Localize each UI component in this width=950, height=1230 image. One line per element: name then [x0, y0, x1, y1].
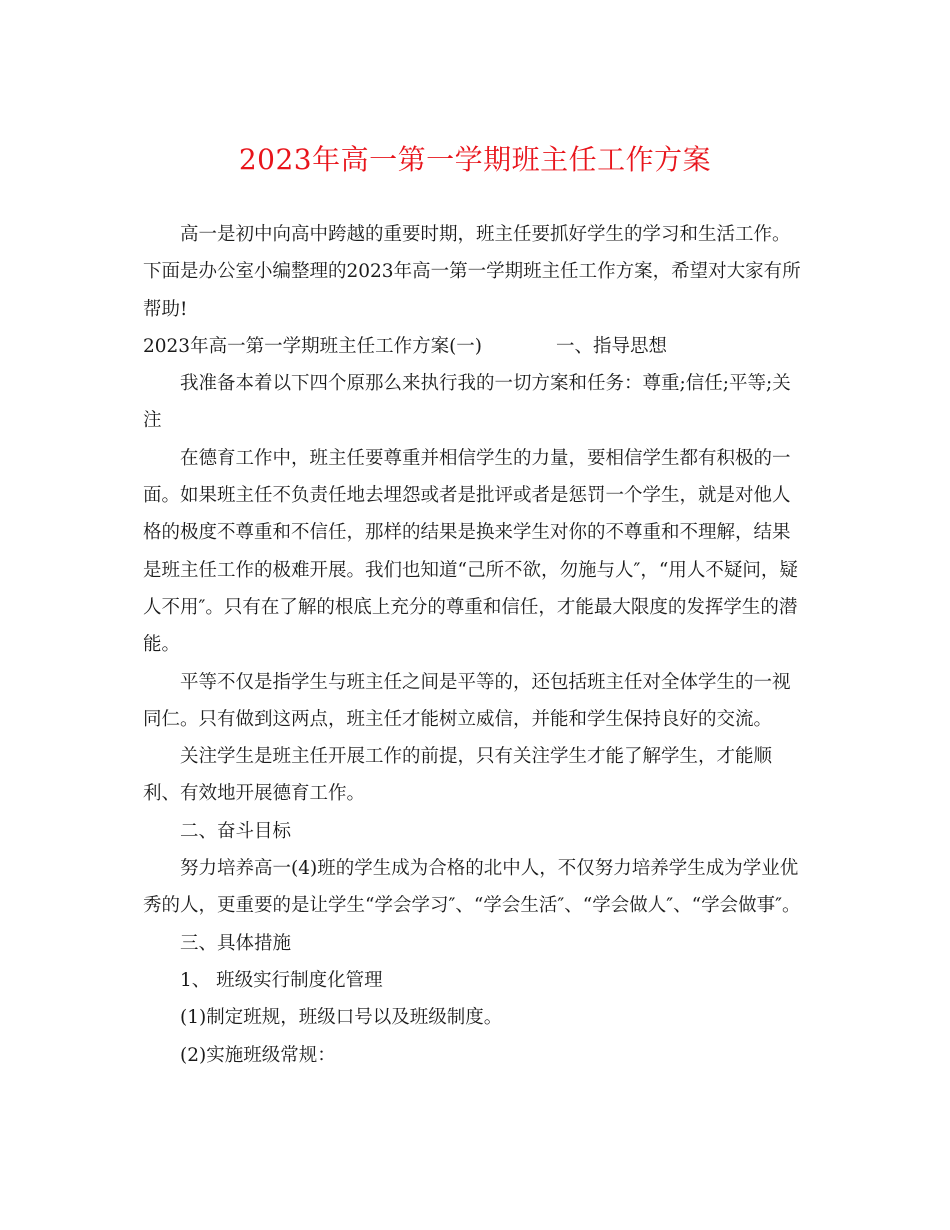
plan-heading-line — [143, 328, 807, 365]
intro-paragraph: 高一是初中向高中跨越的重要时期，班主任要抓好学生的学习和生活工作。下面是办公室小编整理的2023年高一第一学期班主任工作方案，希望对大家有所帮助! — [143, 224, 801, 320]
document-title: 2023年高一第一学期班主任工作方案 — [238, 143, 712, 176]
respect-paragraph: 在德育工作中，班主任要尊重并相信学生的力量，要相信学生都有积极的一面。如果班主任不负责任地去埋怨或者是批评或者是惩罚一个学生，就是对他人格的极度不尊重和不信任，那样的结果是换来学生对你的不尊重和不理解，结果是班主任工作的极难开展。我们也知道“己所不欲，勿施与人″，“用人不疑问，疑人不用″。只有在了解的根底上充分的尊重和信任，才能最大限度的发挥学生的潜能。 — [143, 447, 798, 656]
section-heading-guiding-ideology: 一、指导思想 — [556, 335, 668, 357]
section-heading-goals: 二、奋斗目标 — [180, 820, 292, 842]
section-heading-measures: 三、具体措施 — [180, 932, 292, 954]
measure-subitem-1: (1)制定班规，班级口号以及班级制度。 — [180, 1007, 503, 1029]
plan-heading: 2023年高一第一学期班主任工作方案(一) — [143, 335, 483, 357]
attention-paragraph: 关注学生是班主任开展工作的前提，只有关注学生才能了解学生，才能顺利、有效地开展德育工作。 — [143, 746, 773, 805]
equality-paragraph: 平等不仅是指学生与班主任之间是平等的，还包括班主任对全体学生的一视同仁。只有做到这两点，班主任才能树立威信，并能和学生保持良好的交流。 — [143, 671, 791, 730]
goals-paragraph: 努力培养高一(4)班的学生成为合格的北中人，不仅努力培养学生成为学业优秀的人，更重要的是让学生“学会学习″、“学会生活″、“学会做人″、“学会做事″。 — [143, 858, 801, 917]
document-body — [143, 216, 807, 1074]
principles-paragraph: 我准备本着以下四个原那么来执行我的一切方案和任务：尊重;信任;平等;关注 — [143, 373, 791, 432]
measure-item-1: 1、 班级实行制度化管理 — [180, 969, 383, 991]
measure-subitem-2: (2)实施班级常规： — [180, 1044, 336, 1066]
